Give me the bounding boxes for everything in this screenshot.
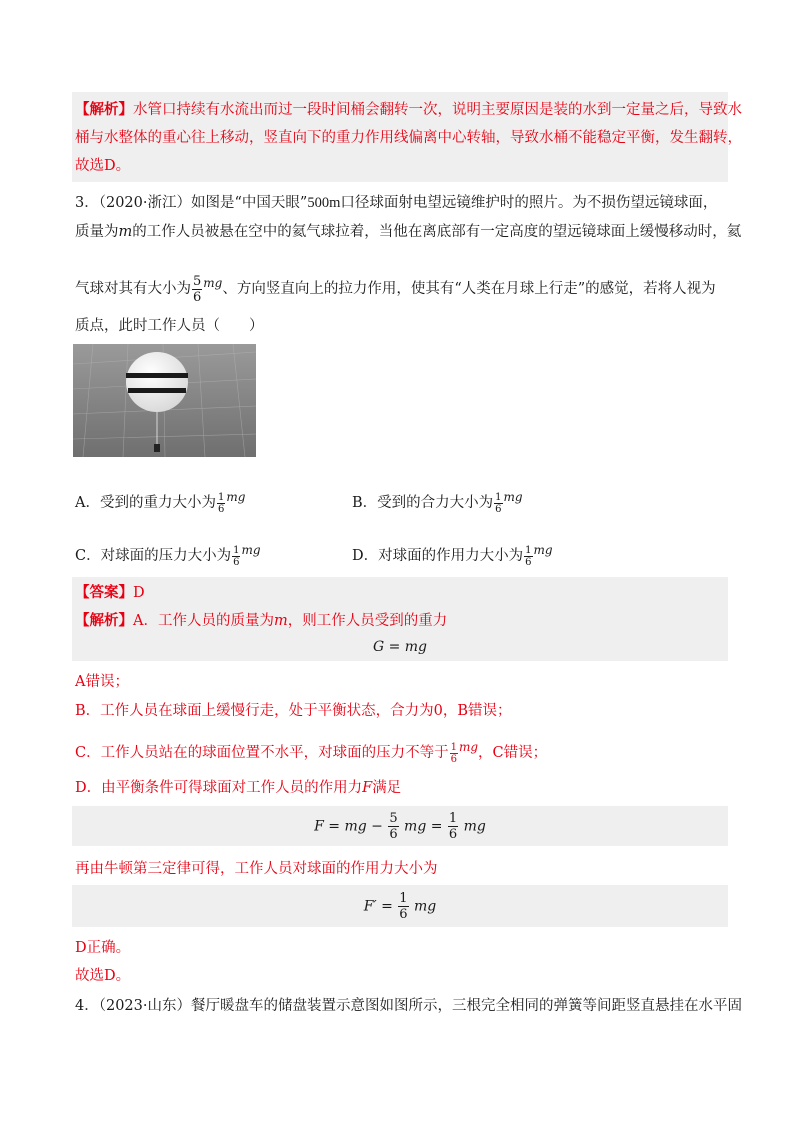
equation-gravity: G = mg	[372, 639, 428, 655]
fraction: $\frac{1}{6}$	[233, 544, 240, 568]
explain-d-line: D．由平衡条件可得球面对工作人员的作用力F满足	[75, 780, 402, 796]
q2-explain-line3: 故选D。	[75, 158, 131, 174]
fraction: $\frac{5}{6}$	[193, 273, 202, 305]
balloon-photo	[73, 344, 256, 457]
q2-explain-line1: 【解析】水管口持续有水流出而过一段时间桶会翻转一次，说明主要原因是装的水到一定量之后，导致水	[75, 101, 742, 118]
fraction: $\frac{1}{6}$	[399, 891, 408, 922]
fraction: $\frac{5}{6}$	[389, 811, 398, 842]
newton-line: 再由牛顿第三定律可得，工作人员对球面的作用力大小为	[75, 861, 438, 877]
option-a: A．受到的重力大小为 $\frac{1}{6}$ $^{mg}$	[75, 490, 246, 515]
option-c: C．对球面的压力大小为 $\frac{1}{6}$ $^{mg}$	[75, 543, 261, 568]
q2-explain-line2: 桶与水整体的重心往上移动，竖直向下的重力作用线偏离中心转轴，导致水桶不能稳定平衡，发生翻转，	[75, 130, 742, 146]
fraction: $\frac{1}{6}$	[495, 491, 502, 515]
equation-balance: F = mg − $\frac{5}{6}$ mg = $\frac{1}{6}$ mg	[314, 811, 486, 842]
q3-stem-line3: 气球对其有大小为 $\frac{5}{6}$ $^{mg}$、方向竖直向上的拉力作用，使其有“人类在月球上行走”的感觉，若将人视为	[75, 273, 716, 305]
q3-stem-line4: 质点，此时工作人员（ ）	[75, 318, 264, 334]
fraction: $\frac{1}{6}$	[217, 491, 225, 515]
explain-b-line: B．工作人员在球面上缓慢行走，处于平衡状态，合力为0，B错误；	[75, 703, 512, 719]
explain-a-line: 【解析】A．工作人员的质量为m，则工作人员受到的重力	[75, 612, 448, 629]
choose-line: 故选D。	[75, 968, 131, 984]
q3-stem-line1: 3．（2020·浙江）如图是“中国天眼”500m口径球面射电望远镜维护时的照片。为不损伤望远镜球面，	[75, 195, 718, 211]
option-d: D．对球面的作用力大小为 $\frac{1}{6}$ $^{mg}$	[352, 543, 553, 568]
q4-stem-line1: 4．（2023·山东）餐厅暖盘车的储盘装置示意图如图所示，三根完全相同的弹簧等间距竖直悬挂在水平固	[75, 998, 742, 1014]
q3-stem-line2: 质量为m的工作人员被悬在空中的氦气球拉着，当他在离底部有一定高度的望远镜球面上缓慢移动时，氦	[75, 224, 742, 240]
fraction: $\frac{1}{6}$	[525, 544, 532, 568]
d-correct-line: D正确。	[75, 940, 131, 956]
explain-c-line: C．工作人员站在的球面位置不水平，对球面的压力不等于 $\frac{1}{6}$ $^{mg}$，C错误；	[75, 740, 548, 765]
explain-a-wrong: A错误；	[75, 674, 129, 690]
equation-reaction: F′ = $\frac{1}{6}$ mg	[363, 891, 437, 922]
fraction: $\frac{1}{6}$	[450, 741, 457, 765]
option-b: B．受到的合力大小为 $\frac{1}{6}$ $^{mg}$	[352, 490, 523, 515]
fraction: $\frac{1}{6}$	[448, 811, 458, 842]
balloon-photo-svg	[73, 344, 256, 457]
answer-line: 【答案】D	[75, 584, 145, 601]
